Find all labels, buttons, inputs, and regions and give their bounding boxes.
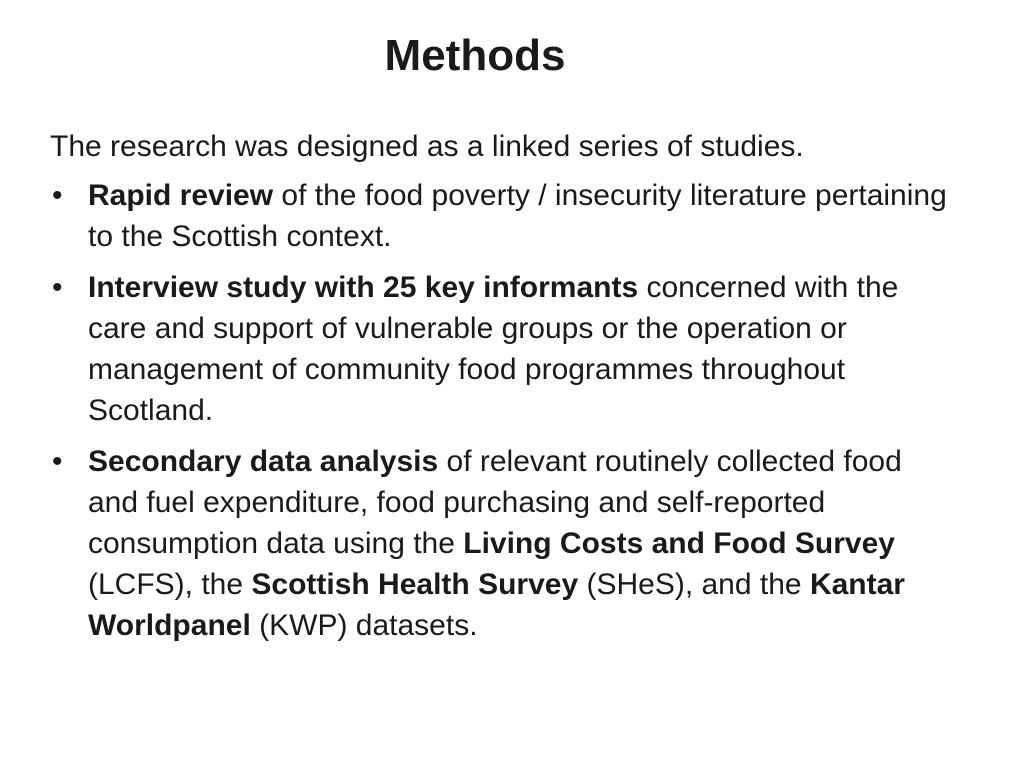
bullet-bold: Interview study with 25 key informants <box>88 271 639 304</box>
bullet-dot-icon: • <box>52 179 63 212</box>
slide-title: Methods <box>384 31 566 80</box>
bullet-text: concerned with the care and support of vulnerable groups or the operation or management of community food programmes throughout Scotland. <box>88 271 899 427</box>
slide-body <box>50 126 950 656</box>
bullet-text: of the food poverty / insecurity literature pertaining to the Scottish context. <box>88 179 947 253</box>
bullet-dot-icon: • <box>52 271 63 304</box>
bullet-secondary-data <box>50 441 950 646</box>
bullet-text: of relevant routinely collected food and fuel expenditure, food purchasing and self-reported consumption data using the <box>88 445 902 560</box>
bullet-interview-study <box>50 267 950 431</box>
bullet-bold: Secondary data analysis <box>88 445 439 478</box>
bullet-text: (SHeS), and the <box>578 568 810 601</box>
bullet-list <box>50 175 950 646</box>
intro-text: The research was designed as a linked series of studies. <box>50 130 804 163</box>
bullet-dot-icon: • <box>52 445 63 478</box>
bullet-text: (KWP) datasets. <box>250 609 478 642</box>
survey-name-kwp: Kantar Worldpanel <box>88 568 905 642</box>
bullet-text: (LCFS), the <box>88 568 252 601</box>
survey-name-lcfs: Living Costs and Food Survey <box>463 527 895 560</box>
bullet-rapid-review <box>50 175 950 257</box>
bullet-bold: Rapid review <box>88 179 274 212</box>
survey-name-shes: Scottish Health Survey <box>251 568 579 601</box>
